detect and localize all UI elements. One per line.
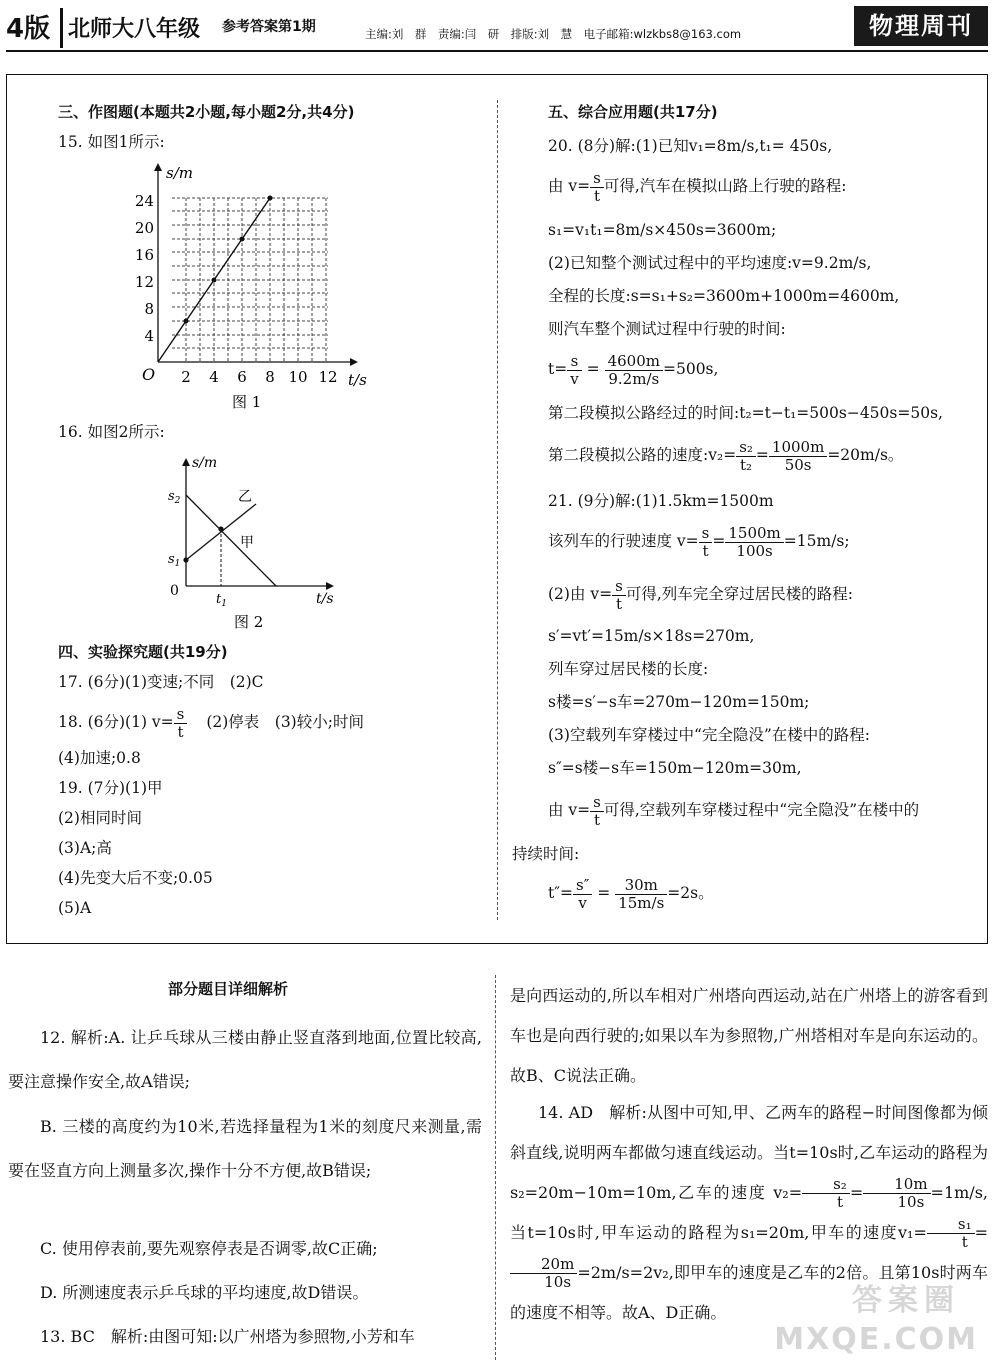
figure1-y-tick: 16 bbox=[134, 246, 154, 264]
analysis-q12-d: D. 所测速度表示乒乓球的平均速度,故D错误。 bbox=[40, 1283, 369, 1302]
figure1-origin: O bbox=[142, 365, 156, 384]
q15-label: 15. 如图1所示: bbox=[58, 133, 165, 151]
figure2-label-yi: 乙 bbox=[238, 489, 252, 505]
figure1-x-tick: 8 bbox=[265, 368, 275, 386]
figure1-x-tick: 4 bbox=[209, 368, 219, 386]
analysis-title: 部分题目详细解析 bbox=[168, 980, 289, 998]
analysis-q12-b: B. 三楼的高度约为10米,若选择量程为1米的刻度尺来测量,需要在竖直方向上测量多次,操作十分不方便,故B错误; bbox=[8, 1117, 482, 1180]
q19-part5: (5)A bbox=[58, 899, 92, 917]
figure1-x-label: t/s bbox=[348, 371, 367, 389]
section5-title: 五、综合应用题(共17分) bbox=[548, 103, 718, 121]
figure1-grid bbox=[172, 198, 328, 362]
figure1-x-tick: 10 bbox=[288, 368, 308, 386]
figure2-s1-label: $s_1$ bbox=[168, 552, 181, 569]
q20-line1: 20. (8分)解:(1)已知v₁=8m/s,t₁= 450s, bbox=[548, 137, 833, 155]
q20-line8: 第二段模拟公路经过的时间:t₂=t−t₁=500s−450s=50s, bbox=[548, 404, 943, 422]
figure1-x-tick: 2 bbox=[181, 368, 191, 386]
q21-line4: s′=vt′=15m/s×18s=270m, bbox=[548, 627, 755, 645]
figure1-y-tick: 20 bbox=[134, 219, 154, 237]
figure2-origin: 0 bbox=[170, 583, 179, 599]
figure1-x-tick: 6 bbox=[237, 368, 247, 386]
header-credits: 主编:刘 群 责编:闫 研 排版:刘 慧 电子邮箱:wlzkbs8@163.com bbox=[365, 27, 742, 41]
figure1-y-tick: 12 bbox=[134, 273, 154, 291]
analysis-q13-cont: 是向西运动的,所以车相对广州塔向西运动,站在广州塔上的游客看到车也是向西行驶的;如果以车为参照物,广州塔相对车是向东运动的。故B、C说法正确。 bbox=[510, 986, 988, 1085]
analysis-q13-start: 13. BC 解析:由图可知:以广州塔为参照物,小芳和车 bbox=[40, 1327, 415, 1346]
figure2-s2-label: $s_2$ bbox=[168, 489, 181, 506]
figure1-x-tick: 12 bbox=[318, 368, 338, 386]
q21-line11: t″= $\frac{s''}{v}$ = $\frac{30m}{15m/s}$ =2s。 bbox=[548, 875, 714, 912]
fraction: $\frac{s}{t}$ bbox=[174, 706, 188, 741]
q21-line5: 列车穿过居民楼的长度: bbox=[548, 660, 709, 678]
q21-line3: (2)由 v= $\frac{s}{t}$ 可得,列车完全穿过居民楼的路程: bbox=[548, 576, 853, 613]
figure1-point bbox=[184, 319, 189, 324]
header-divider bbox=[60, 8, 63, 48]
figure1-y-label: s/m bbox=[166, 164, 193, 182]
q21-line7: (3)空载列车穿楼过中“完全隐没”在楼中的路程: bbox=[548, 726, 871, 744]
figure2-t1-label: $t_1$ bbox=[216, 592, 227, 609]
figure1-graph bbox=[110, 155, 380, 415]
q19-part4: (4)先变大后不变;0.05 bbox=[58, 869, 213, 887]
q21-line8: s″=s楼−s车=150m−120m=30m, bbox=[548, 759, 802, 777]
figure1-y-tick: 4 bbox=[144, 327, 154, 345]
analysis-q12: 12. 解析:A. 让乒乓球从三楼由静止竖直落到地面,位置比较高,要注意操作安全,故A错误; bbox=[8, 1028, 482, 1091]
lower-column-divider bbox=[495, 975, 496, 1360]
figure1-y-tick: 24 bbox=[134, 192, 154, 210]
figure1-point bbox=[240, 237, 245, 242]
figure2-graph bbox=[160, 450, 360, 635]
header-title: 北师大八年级 bbox=[68, 17, 201, 42]
header-subtitle: 参考答案第1期 bbox=[222, 19, 316, 35]
q20-line5: 全程的长度:s=s₁+s₂=3600m+1000m=4600m, bbox=[548, 287, 900, 305]
figure1-y-tick: 8 bbox=[144, 300, 154, 318]
q20-line6: 则汽车整个测试过程中行驶的时间: bbox=[548, 320, 786, 338]
figure2-label-jia: 甲 bbox=[240, 535, 254, 551]
q21-line2: 该列车的行驶速度 v= $\frac{s}{t}$ = $\frac{1500m}{100s}$ =15m/s; bbox=[548, 523, 850, 560]
q19-part1: 19. (7分)(1)甲 bbox=[58, 779, 163, 797]
q20-line3: s₁=v₁t₁=8m/s×450s=3600m; bbox=[548, 221, 777, 239]
q16-label: 16. 如图2所示: bbox=[58, 423, 165, 441]
analysis-q14-text: 14. AD 解析:从图中可知,甲、乙两车的路程−时间图像都为倾斜直线,说明两车都做匀速直线运动。当t=10s时,乙车运动的路程为s₂=20m−10m=10m,乙车的速度 v₂= $\frac{\text{s₂}}{t}$ = $\frac{10m}{10s}$ =1m/s,当t=10s时,甲车运动的路程为s₁=20m,甲车的速度v₁= $\frac{\text{s₁}}{t}$ = $\frac{20m}{10s}$ =2m/s=2v₂,即甲车的速度是乙车的2倍。且第10s时两车的速度不相等。故A、D正确。 bbox=[510, 1103, 988, 1322]
brand-logo: 物理周刊 bbox=[854, 6, 988, 46]
q21-line10: 持续时间: bbox=[512, 845, 580, 863]
analysis-q12-c: C. 使用停表前,要先观察停表是否调零,故C正确; bbox=[40, 1239, 378, 1258]
page-edition: 4版 bbox=[6, 14, 51, 44]
q20-line9: 第二段模拟公路的速度:v₂= $\frac{\text{s₂}}{\text{t₂}}$ = $\frac{1000m}{50s}$ =20m/s。 bbox=[548, 437, 904, 474]
q19-part3: (3)A;高 bbox=[58, 839, 112, 857]
q17-answer: 17. (6分)(1)变速;不同 (2)C bbox=[58, 673, 264, 691]
watermark: MXQE.COM bbox=[774, 1322, 978, 1357]
figure2-y-label: s/m bbox=[192, 455, 218, 471]
watermark-top: 答案圈 bbox=[852, 1283, 960, 1318]
section3-title: 三、作图题(本题共2小题,每小题2分,共4分) bbox=[58, 103, 355, 121]
column-divider bbox=[497, 100, 498, 920]
q20-line2: 由 v= $\frac{s}{t}$ 可得,汽车在模拟山路上行驶的路程: bbox=[548, 168, 847, 205]
q21-line6: s楼=s′−s车=270m−120m=150m; bbox=[548, 693, 810, 711]
q18-answer: 18. (6分)(1) v= $\frac{s}{t}$ (2)停表 (3)较小;时间 bbox=[58, 704, 364, 741]
header-rule bbox=[6, 50, 988, 52]
q21-line9: 由 v= $\frac{s}{t}$ 可得,空载列车穿楼过程中“完全隐没”在楼中的 bbox=[548, 792, 920, 829]
q18-part4: (4)加速;0.8 bbox=[58, 749, 141, 767]
q19-part2: (2)相同时间 bbox=[58, 809, 142, 827]
q20-line7: t= $\frac{s}{v}$ = $\frac{4600m}{9.2m/s}$ =500s, bbox=[548, 351, 719, 388]
figure1-point bbox=[268, 196, 273, 201]
figure1-caption: 图 1 bbox=[232, 393, 262, 411]
section4-title: 四、实验探究题(共19分) bbox=[58, 643, 228, 661]
figure1-point bbox=[212, 278, 217, 283]
q21-line1: 21. (9分)解:(1)1.5km=1500m bbox=[548, 492, 774, 510]
figure2-line-jia bbox=[186, 495, 276, 586]
q20-line4: (2)已知整个测试过程中的平均速度:v=9.2m/s, bbox=[548, 254, 872, 272]
figure2-x-label: t/s bbox=[316, 591, 334, 607]
figure2-caption: 图 2 bbox=[234, 613, 264, 631]
